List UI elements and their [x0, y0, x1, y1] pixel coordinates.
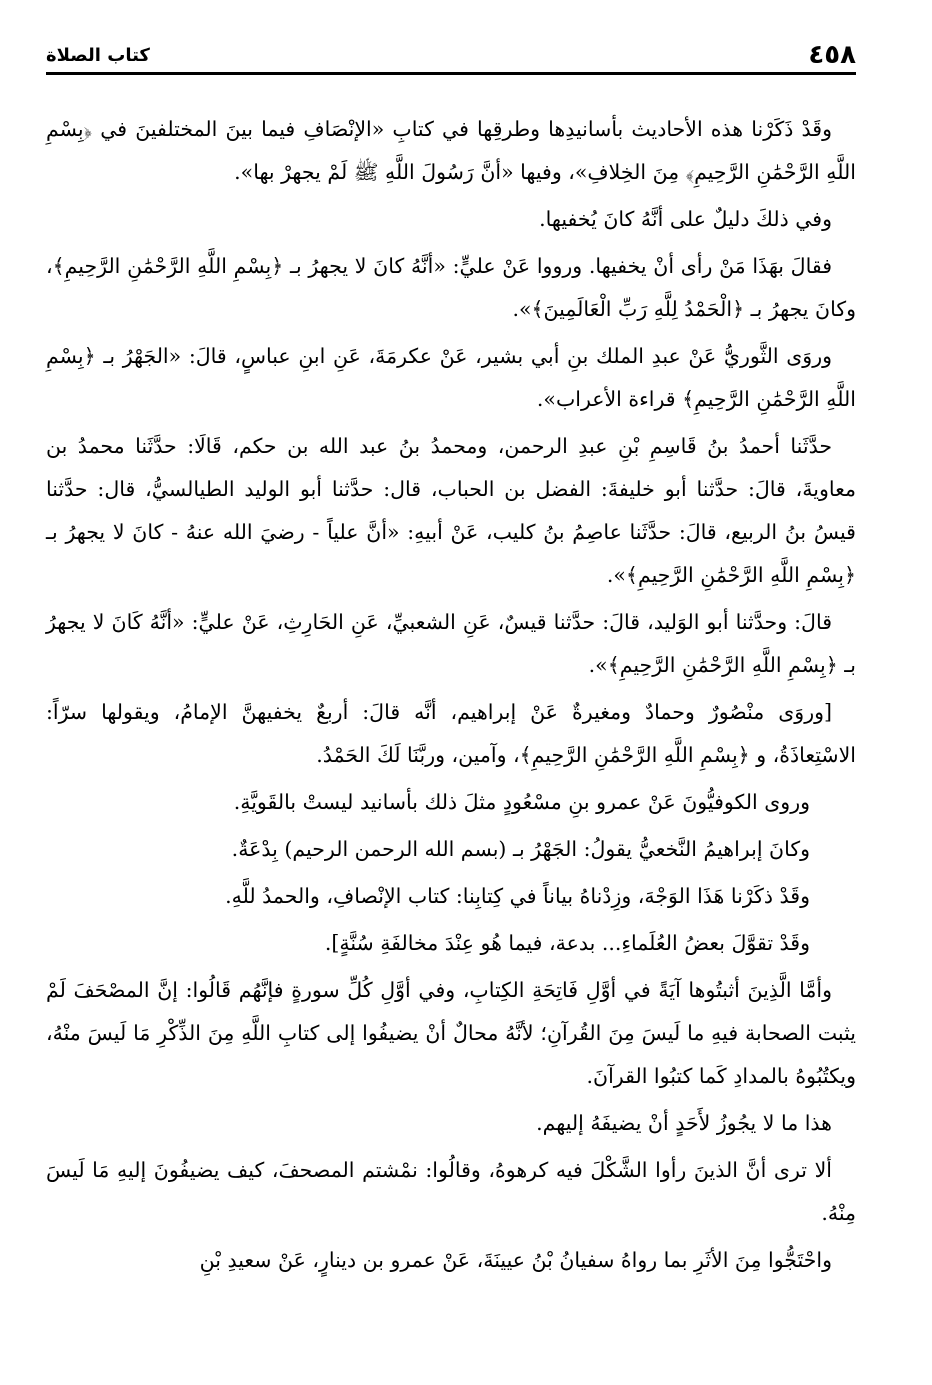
paragraph-4: وروَى الثَّوريُّ عَنْ عبدِ الملك بنِ أبي بشير، عَنْ عكرمَةَ، عَنِ ابنِ عباسٍ، قالَ: «الجَهْرُ بـ ﴿بِسْمِ اللَّهِ الرَّحْمَٰنِ الرَّحِيمِ﴾ قراءة الأعراب». [46, 344, 856, 411]
paragraph-12: وأمَّا الَّذِينَ أثبتُوها آيَةً في أوَّلِ فَاتِحَةِ الكِتابِ، وفي أوَّلِ كُلِّ سورةٍ فإنَّهُم قَالُوا: إنَّ المصْحَفَ لَمْ يثبت الصحابة فيهِ ما لَيسَ مِنَ القُرآنِ؛ لأنَّهُ محالٌ أنْ يضيفُوا إلى كتابِ اللَّهِ مِنَ الذِّكْرِ مَا لَيسَ منْهُ، ويكتُبُوهُ بالمدادِ كَما كتبُوا القرآنَ. [46, 978, 856, 1088]
book-title: كتاب الصلاة [46, 44, 150, 66]
paragraph-1: وقَدْ ذَكَرْنا هذه الأحاديث بأسانيدِها وطرقِها في كتابِ «الإنْصَافِ فيما بينَ المختلفينَ في ﴿بِسْمِ اللَّهِ الرَّحْمَٰنِ الرَّحِيمِ﴾ مِنَ الخِلافِ»، وفيها «أنَّ رَسُولَ اللَّهِ ﷺ لَمْ يجهرْ بها». [46, 117, 856, 184]
paragraph-13: هذا ما لا يجُوزُ لأَحَدٍ أنْ يضيفَهُ إليهم. [536, 1111, 832, 1135]
paragraph-6: قالَ: وحدَّثنا أبو الوَليد، قالَ: حدَّثنا قيسٌ، عَنِ الشعبيِّ، عَنِ الحَارِثِ، عَنْ عليٍّ: «أنَّهُ كَانَ لا يجهرُ بـ ﴿بِسْمِ اللَّهِ الرَّحْمَٰنِ الرَّحِيمِ﴾». [46, 610, 856, 677]
paragraph-11: وقَدْ تقوَّلَ بعضُ العُلَماءِ... بدعة، فيما هُو عِنْدَ مخالفَةِ سُنَّةٍ]. [324, 931, 810, 955]
paragraph-3: فقالَ بهَذَا مَنْ رأى أنْ يخفيها. ورووا عَنْ عليٍّ: «أنَّهُ كانَ لا يجهرُ بـ ﴿بِسْمِ اللَّهِ الرَّحْمَٰنِ الرَّحِيمِ﴾، وكانَ يجهرُ بـ ﴿الْحَمْدُ لِلَّهِ رَبِّ الْعَالَمِينَ﴾». [46, 254, 856, 321]
header-rule [46, 72, 856, 75]
paragraph-7: [وروَى منْصُورٌ وحمادٌ ومغيرةٌ عَنْ إبراهيم، أنَّه قالَ: أربعٌ يخفيهنَّ الإمامُ، ويقولها سرّاً: الاسْتِعاذَةُ، و ﴿بِسْمِ اللَّهِ الرَّحْمَٰنِ الرَّحِيمِ﴾، وآمين، وربَّنَا لَكَ الحَمْدُ. [46, 700, 856, 767]
paragraph-2: وفي ذلكَ دليلٌ على أنَّهُ كانَ يُخفيها. [539, 207, 832, 231]
paragraph-8: وروى الكوفيُّونَ عَنْ عمرو بنِ مسْعُودٍ مثلَ ذلك بأسانيد ليستْ بالقَويَّةِ. [233, 790, 810, 814]
paragraph-15: واحْتَجُّوا مِنَ الأثَرِ بما رواهُ سفيانُ بْنُ عيينَةَ، عَنْ عمرو بن دينارٍ، عَنْ سعيدِ بْنِ [199, 1248, 832, 1272]
page-number: ٤٥٨ [808, 40, 856, 70]
paragraph-14: ألا ترى أنَّ الذينَ رأوا الشَّكْلَ فيه كرهوهُ، وقالُوا: نمْشتم المصحفَ، كيف يضيفُونَ إليهِ مَا لَيسَ مِنْهُ. [46, 1158, 856, 1225]
running-header [46, 38, 856, 72]
paragraph-9: وكانَ إبراهيمُ النَّخعيُّ يقولُ: الجَهْرُ بـ (بسم الله الرحمن الرحيم) بِدْعَةٌ. [231, 837, 810, 861]
page-body [46, 108, 856, 1282]
paragraph-5: حدَّثَنا أحمدُ بنُ قَاسِمِ بْنِ عبدِ الرحمن، ومحمدُ بنُ عبد الله بن حكم، قَالَا: حدَّثَنا محمدُ بن معاويةَ، قالَ: حدَّثنا أبو خليفةَ: الفضل بن الحباب، قال: حدَّثنا أبو الوليد الطيالسيُّ، قال: حدَّثنا قيسُ بنُ الربيع، قالَ: حدَّثَنا عاصِمُ بنُ كليب، عَنْ أبيهِ: «أنَّ علياً - رضيَ الله عنهُ - كانَ لا يجهرُ بـ ﴿بِسْمِ اللَّهِ الرَّحْمَٰنِ الرَّحِيمِ﴾». [46, 434, 856, 587]
paragraph-10: وقَدْ ذكَرْنا هَذَا الوَجْهَ، وزِدْناهُ بياناً في كِتابِنا: كتاب الإنْصافِ، والحمدُ للَّهِ. [225, 884, 810, 908]
